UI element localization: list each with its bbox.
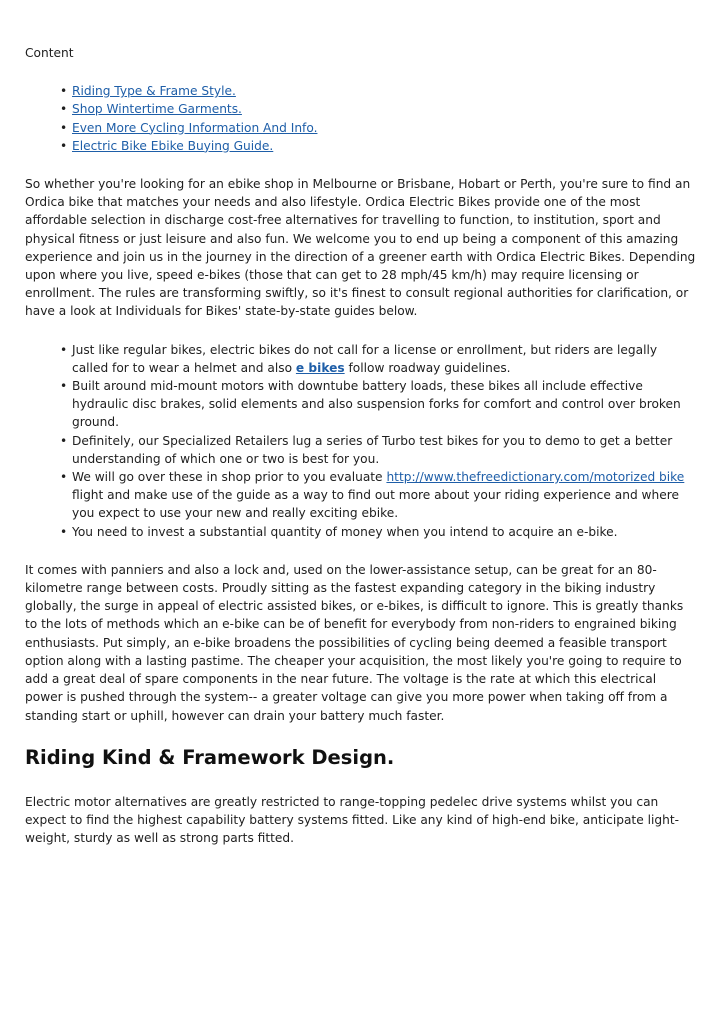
bullet-text: follow roadway guidelines. <box>344 360 511 375</box>
toc-item <box>60 82 697 100</box>
toc-link-wintertime-garments[interactable]: Shop Wintertime Garments. <box>72 102 242 117</box>
freedictionary-link[interactable]: http://www.thefreedictionary.com/motorized bike <box>386 470 685 485</box>
list-item: • Definitely, our Specialized Retailers lug a series of Turbo test bikes for you to demo to get a better understanding of which one or two is best for you. <box>60 432 697 468</box>
toc-item <box>60 137 697 155</box>
section-heading: Riding Kind & Framework Design. <box>25 745 395 769</box>
toc-link-buying-guide[interactable]: Electric Bike Ebike Buying Guide. <box>72 138 274 153</box>
content-label: Content <box>25 46 74 60</box>
bullet-list <box>25 341 697 541</box>
list-item <box>60 341 697 377</box>
bullet-text: We will go over these in shop prior to you evaluate <box>72 470 387 485</box>
body-paragraph: It comes with panniers and also a lock and, used on the lower-assistance setup, can be great for an 80-kilometre range between costs. Proudly sitting as the fastest expanding category in the biking industry globally, the surge in appeal of electric assisted bikes, or e-bikes, is difficult to ignore. This is greatly thanks to the lots of methods which an e-bike can be of benefit for everybody from non-riders to engrained biking enthusiasts. Put simply, an e-bike broadens the possibilities of cycling being deemed a feasible transport option along with a lasting pastime. The cheaper your acquisition, the most likely you're going to require to add a great deal of spare components in the near future. The voltage is the rate at which this electrical power is pushed through the system-- a greater voltage can give you more power when taking off from a standing start or uphill, however can drain your battery much faster. <box>25 562 684 723</box>
toc-item <box>60 100 697 118</box>
section-paragraph: Electric motor alternatives are greatly restricted to range-topping pedelec drive systems whilst you can expect to find the highest capability battery systems fitted. Like any kind of high-end bike, anticipate light-weight, sturdy as well as strong parts fitted. <box>25 794 679 846</box>
list-item: • Built around mid-mount motors with downtube battery loads, these bikes all include effective hydraulic disc brakes, solid elements and also suspension forks for comfort and control over broken ground. <box>60 377 697 432</box>
list-item: • You need to invest a substantial quantity of money when you intend to acquire an e-bike. <box>60 523 697 541</box>
e-bikes-link[interactable]: e bikes <box>295 360 345 375</box>
table-of-contents <box>25 82 697 155</box>
toc-link-cycling-information[interactable]: Even More Cycling Information And Info. <box>72 120 318 135</box>
list-item <box>60 468 697 523</box>
bullet-text: flight and make use of the guide as a way to find out more about your riding experience and where you expect to use your new and really exciting ebike. <box>72 488 679 521</box>
toc-item <box>60 119 697 137</box>
intro-paragraph: So whether you're looking for an ebike shop in Melbourne or Brisbane, Hobart or Perth, you're sure to find an Ordica bike that matches your needs and also lifestyle. Ordica Electric Bikes provide one of the most affordable selection in discharge cost-free alternatives for travelling to function, to institution, sport and physical fitness or just leisure and also fun. We welcome you to end up being a component of this amazing experience and join us in the journey in the direction of a greener earth with Ordica Electric Bikes. Depending upon where you live, speed e-bikes (those that can get to 28 mph/45 km/h) may require licensing or enrollment. The rules are transforming swiftly, so it's finest to consult regional authorities for clarification, or have a look at Individuals for Bikes' state-by-state guides below. <box>25 177 696 319</box>
bullet-text: Just like regular bikes, electric bikes do not call for a license or enrollment, but riders are legally called for to wear a helmet and also <box>72 342 658 375</box>
document-page <box>25 44 697 867</box>
toc-link-riding-type[interactable]: Riding Type & Frame Style. <box>72 84 236 99</box>
